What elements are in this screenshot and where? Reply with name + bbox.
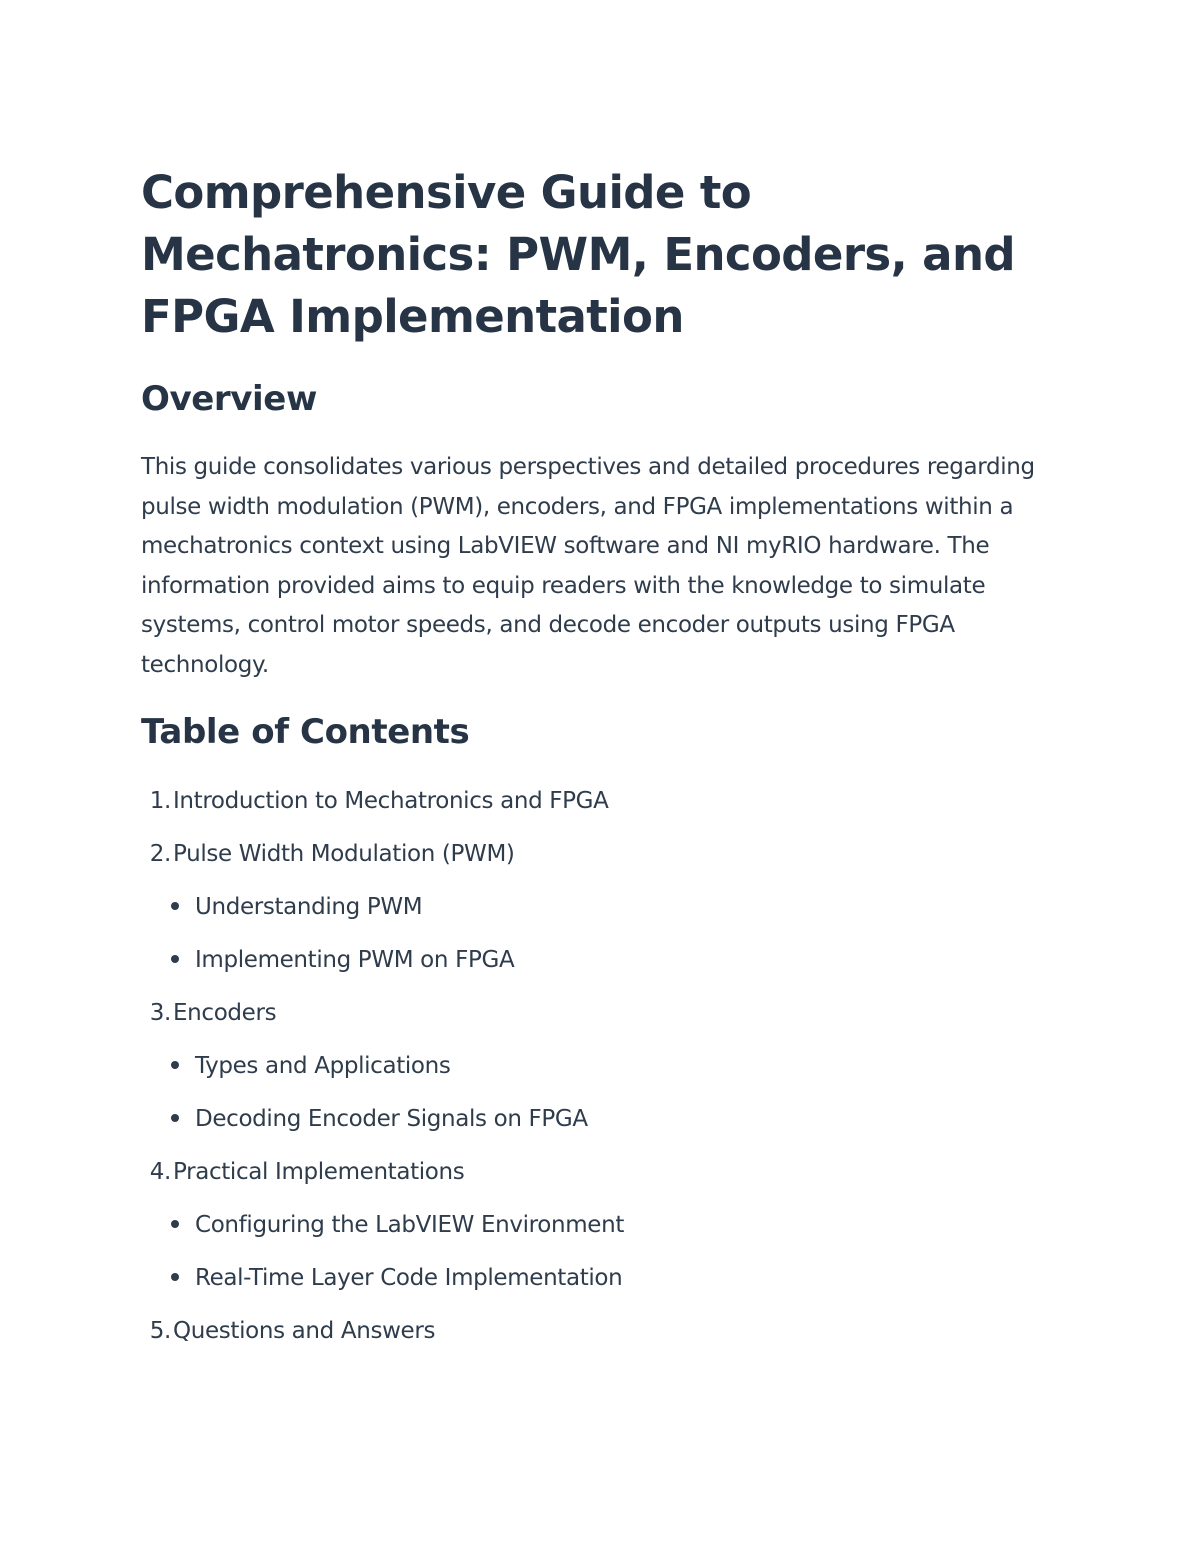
document-title: Comprehensive Guide to Mechatronics: PWM, Encoders, and FPGA Implementation	[141, 166, 1015, 343]
toc-item-encoders	[141, 998, 276, 1028]
toc-item-questions	[141, 1316, 435, 1346]
toc-subitem-real-time-layer	[171, 1263, 622, 1293]
toc-item-introduction	[141, 786, 609, 816]
toc-heading: Table of Contents	[141, 712, 470, 752]
bullet-icon	[171, 1114, 179, 1122]
toc-item-number: 2.	[149, 841, 171, 867]
overview-heading: Overview	[141, 379, 317, 419]
toc-item-label: Questions and Answers	[173, 1318, 436, 1344]
bullet-icon	[171, 955, 179, 963]
toc-item-practical	[141, 1157, 464, 1187]
toc-subitem-label: Decoding Encoder Signals on FPGA	[195, 1106, 588, 1132]
toc-item-label: Pulse Width Modulation (PWM)	[173, 841, 515, 867]
toc-subitem-implementing-pwm	[171, 945, 514, 975]
toc-item-number: 5.	[149, 1318, 171, 1344]
toc-item-label: Practical Implementations	[173, 1159, 465, 1185]
bullet-icon	[171, 1061, 179, 1069]
toc-subitem-understanding-pwm	[171, 892, 422, 922]
toc-subitem-label: Implementing PWM on FPGA	[195, 947, 515, 973]
toc-item-number: 1.	[149, 788, 171, 814]
toc-subitem-label: Real-Time Layer Code Implementation	[195, 1265, 623, 1291]
toc-subitem-configuring-labview	[171, 1210, 624, 1240]
toc-item-label: Introduction to Mechatronics and FPGA	[173, 788, 609, 814]
toc-subitem-label: Configuring the LabVIEW Environment	[195, 1212, 624, 1238]
toc-item-number: 3.	[149, 1000, 171, 1026]
toc-subitem-label: Types and Applications	[195, 1053, 451, 1079]
toc-item-label: Encoders	[173, 1000, 277, 1026]
overview-paragraph: This guide consolidates various perspectives and detailed procedures regarding pulse width modulation (PWM), encoders, and FPGA implementations within a mechatronics context using LabVIEW software and NI myRIO hardware. The information provided aims to equip readers with the knowledge to simulate systems, control motor speeds, and decode encoder outputs using FPGA technology.	[141, 454, 1035, 678]
toc-subitem-decoding-encoder	[171, 1104, 588, 1134]
bullet-icon	[171, 1220, 179, 1228]
bullet-icon	[171, 902, 179, 910]
toc-subitem-types-applications	[171, 1051, 451, 1081]
toc-subitem-label: Understanding PWM	[195, 894, 423, 920]
bullet-icon	[171, 1273, 179, 1281]
toc-item-pwm	[141, 839, 515, 869]
toc-item-number: 4.	[149, 1159, 171, 1185]
